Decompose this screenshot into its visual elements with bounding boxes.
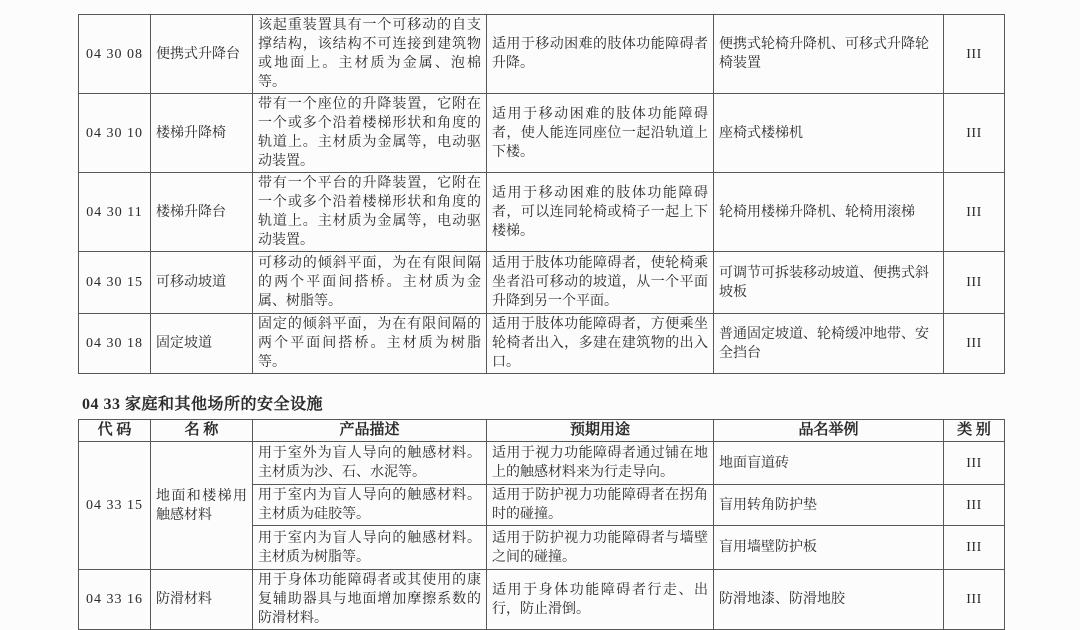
- code-cell: 04 30 18: [79, 314, 151, 374]
- code-cell: 04 33 16: [79, 570, 151, 630]
- classification-table-04-33: [78, 419, 1005, 630]
- name-cell: 便携式升降台: [151, 15, 253, 94]
- examples-cell: 便携式轮椅升降机、可移式升降轮椅装置: [714, 15, 944, 94]
- description-cell: 用于身体功能障碍者或其使用的康复辅助器具与地面增加摩擦系数的防滑材料。: [253, 570, 487, 630]
- examples-cell: 防滑地漆、防滑地胶: [714, 570, 944, 630]
- category-cell: III: [944, 485, 1005, 526]
- table-row: [79, 252, 1005, 314]
- table-row: [79, 173, 1005, 252]
- intended-use-cell: 适用于防护视力功能障碍者与墙壁之间的碰撞。: [487, 526, 714, 570]
- examples-cell: 座椅式楼梯机: [714, 94, 944, 173]
- description-cell: 该起重装置具有一个可移动的自支撑结构，该结构不可连接到建筑物或地面上。主材质为金属、泡棉等。: [253, 15, 487, 94]
- intended-use-cell: 适用于移动困难的肢体功能障碍者，可以连同轮椅或椅子一起上下楼梯。: [487, 173, 714, 252]
- category-cell: III: [944, 173, 1005, 252]
- intended-use-cell: 适用于移动困难的肢体功能障碍者，使人能连同座位一起沿轨道上下楼。: [487, 94, 714, 173]
- intended-use-cell: 适用于肢体功能障碍者，方便乘坐轮椅者出入，多建在建筑物的出入口。: [487, 314, 714, 374]
- column-header-intended-use: 预期用途: [487, 420, 714, 442]
- examples-cell: 盲用转角防护垫: [714, 485, 944, 526]
- document-page: [78, 14, 1004, 630]
- column-header-code: 代 码: [79, 420, 151, 442]
- name-cell: 可移动坡道: [151, 252, 253, 314]
- intended-use-cell: 适用于身体功能障碍者行走、出行，防止滑倒。: [487, 570, 714, 630]
- column-header-examples: 品名举例: [714, 420, 944, 442]
- category-cell: III: [944, 442, 1005, 485]
- code-cell: 04 30 15: [79, 252, 151, 314]
- description-cell: 带有一个座位的升降装置，它附在一个或多个沿着楼梯形状和角度的轨道上。主材质为金属等，电动驱动装置。: [253, 94, 487, 173]
- code-cell: 04 30 11: [79, 173, 151, 252]
- name-cell: 防滑材料: [151, 570, 253, 630]
- examples-cell: 地面盲道砖: [714, 442, 944, 485]
- examples-cell: 可调节可拆装移动坡道、便携式斜坡板: [714, 252, 944, 314]
- table-row: [79, 15, 1005, 94]
- column-header-description: 产品描述: [253, 420, 487, 442]
- description-cell: 可移动的倾斜平面，为在有限间隔的两个平面间搭桥。主材质为金属、树脂等。: [253, 252, 487, 314]
- classification-table-04-30: [78, 14, 1005, 374]
- intended-use-cell: 适用于视力功能障碍者通过铺在地上的触感材料来为行走导向。: [487, 442, 714, 485]
- column-header-name: 名 称: [151, 420, 253, 442]
- table-row: [79, 442, 1005, 485]
- table-header-row: [79, 420, 1005, 442]
- description-cell: 用于室内为盲人导向的触感材料。主材质为硅胶等。: [253, 485, 487, 526]
- category-cell: III: [944, 94, 1005, 173]
- table-row: [79, 570, 1005, 630]
- table-row: [79, 94, 1005, 173]
- description-cell: 固定的倾斜平面，为在有限间隔的两个平面间搭桥。主材质为树脂等。: [253, 314, 487, 374]
- column-header-category: 类 别: [944, 420, 1005, 442]
- examples-cell: 盲用墙壁防护板: [714, 526, 944, 570]
- category-cell: III: [944, 526, 1005, 570]
- category-cell: III: [944, 252, 1005, 314]
- name-cell: 固定坡道: [151, 314, 253, 374]
- name-cell: 楼梯升降台: [151, 173, 253, 252]
- code-cell: 04 33 15: [79, 442, 151, 570]
- examples-cell: 普通固定坡道、轮椅缓冲地带、安全挡台: [714, 314, 944, 374]
- name-cell: 地面和楼梯用触感材料: [151, 442, 253, 570]
- code-cell: 04 30 10: [79, 94, 151, 173]
- description-cell: 用于室外为盲人导向的触感材料。主材质为沙、石、水泥等。: [253, 442, 487, 485]
- category-cell: III: [944, 314, 1005, 374]
- intended-use-cell: 适用于防护视力功能障碍者在拐角时的碰撞。: [487, 485, 714, 526]
- description-cell: 用于室内为盲人导向的触感材料。主材质为树脂等。: [253, 526, 487, 570]
- name-cell: 楼梯升降椅: [151, 94, 253, 173]
- examples-cell: 轮椅用楼梯升降机、轮椅用滚梯: [714, 173, 944, 252]
- code-cell: 04 30 08: [79, 15, 151, 94]
- category-cell: III: [944, 15, 1005, 94]
- category-cell: III: [944, 570, 1005, 630]
- table-row: [79, 314, 1005, 374]
- section-heading: 04 33 家庭和其他场所的安全设施: [82, 396, 324, 413]
- intended-use-cell: 适用于移动困难的肢体功能障碍者升降。: [487, 15, 714, 94]
- description-cell: 带有一个平台的升降装置，它附在一个或多个沿着楼梯形状和角度的轨道上。主材质为金属等，电动驱动装置。: [253, 173, 487, 252]
- intended-use-cell: 适用于肢体功能障碍者，使轮椅乘坐者沿可移动的坡道，从一个平面升降到另一个平面。: [487, 252, 714, 314]
